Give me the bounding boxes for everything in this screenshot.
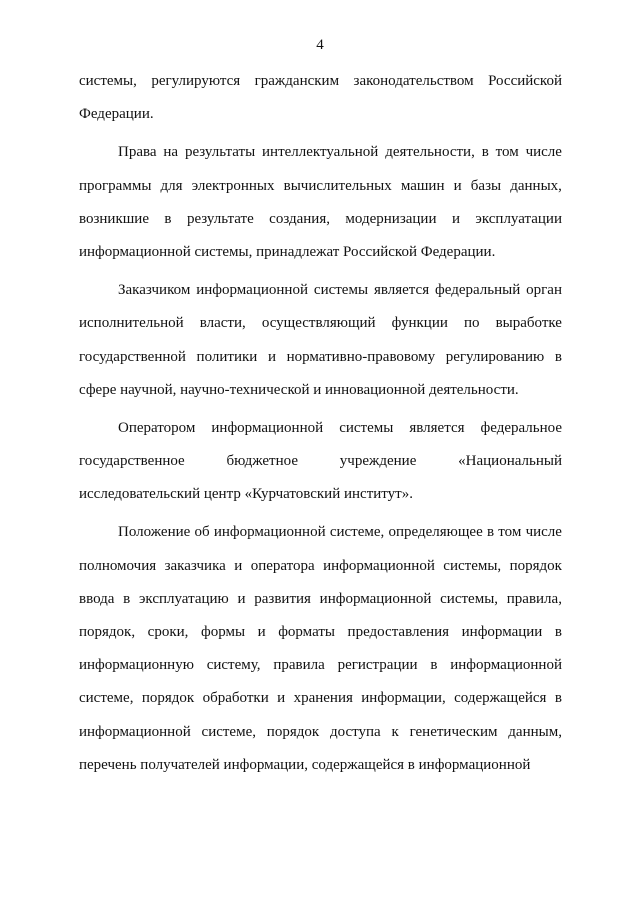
- text-line: исполнительной власти, осуществляющий функции по выработке: [79, 315, 562, 332]
- paragraph: [79, 419, 562, 504]
- paragraph: [79, 523, 562, 774]
- text-line: Заказчиком информационной системы является федеральный орган: [118, 282, 562, 299]
- text-line: системы, регулируются гражданским законодательством Российской: [79, 73, 562, 89]
- text-line: Права на результаты интеллектуальной деятельности, в том числе: [118, 144, 562, 161]
- text-line: сфере научной, научно-технической и инновационной деятельности.: [79, 381, 519, 398]
- text-line: Оператором информационной системы является федеральное: [118, 419, 562, 436]
- text-line: возникшие в результате создания, модернизации и эксплуатации: [79, 210, 562, 227]
- text-line: Федерации.: [79, 106, 154, 123]
- text-line: информационную систему, правила регистрации в информационной: [79, 657, 562, 674]
- text-line: государственной политики и нормативно-правовому регулированию в: [79, 348, 562, 365]
- text-line: системе, порядок обработки и хранения информации, содержащейся в: [79, 690, 562, 707]
- page-number: 4: [316, 37, 324, 53]
- text-line: государственное бюджетное учреждение «Национальный: [79, 453, 562, 470]
- text-line: исследовательский центр «Курчатовский институт».: [79, 486, 413, 503]
- paragraph: [79, 281, 562, 400]
- text-line: ввода в эксплуатацию и развития информационной системы, правила,: [79, 590, 562, 607]
- document-body: [79, 72, 562, 794]
- paragraph: [79, 72, 562, 124]
- text-line: программы для электронных вычислительных машин и базы данных,: [79, 177, 562, 194]
- text-line: порядок, сроки, формы и форматы предоставления информации в: [79, 624, 562, 640]
- paragraph: [79, 143, 562, 262]
- text-line: информационной системы, принадлежат Российской Федерации.: [79, 243, 496, 260]
- text-line: информационной системе, порядок доступа к генетическим данным,: [79, 723, 562, 740]
- text-line: полномочия заказчика и оператора информационной системы, порядок: [79, 557, 562, 574]
- text-line: перечень получателей информации, содержащейся в информационной: [79, 756, 531, 773]
- text-line: Положение об информационной системе, определяющее в том числе: [118, 524, 562, 541]
